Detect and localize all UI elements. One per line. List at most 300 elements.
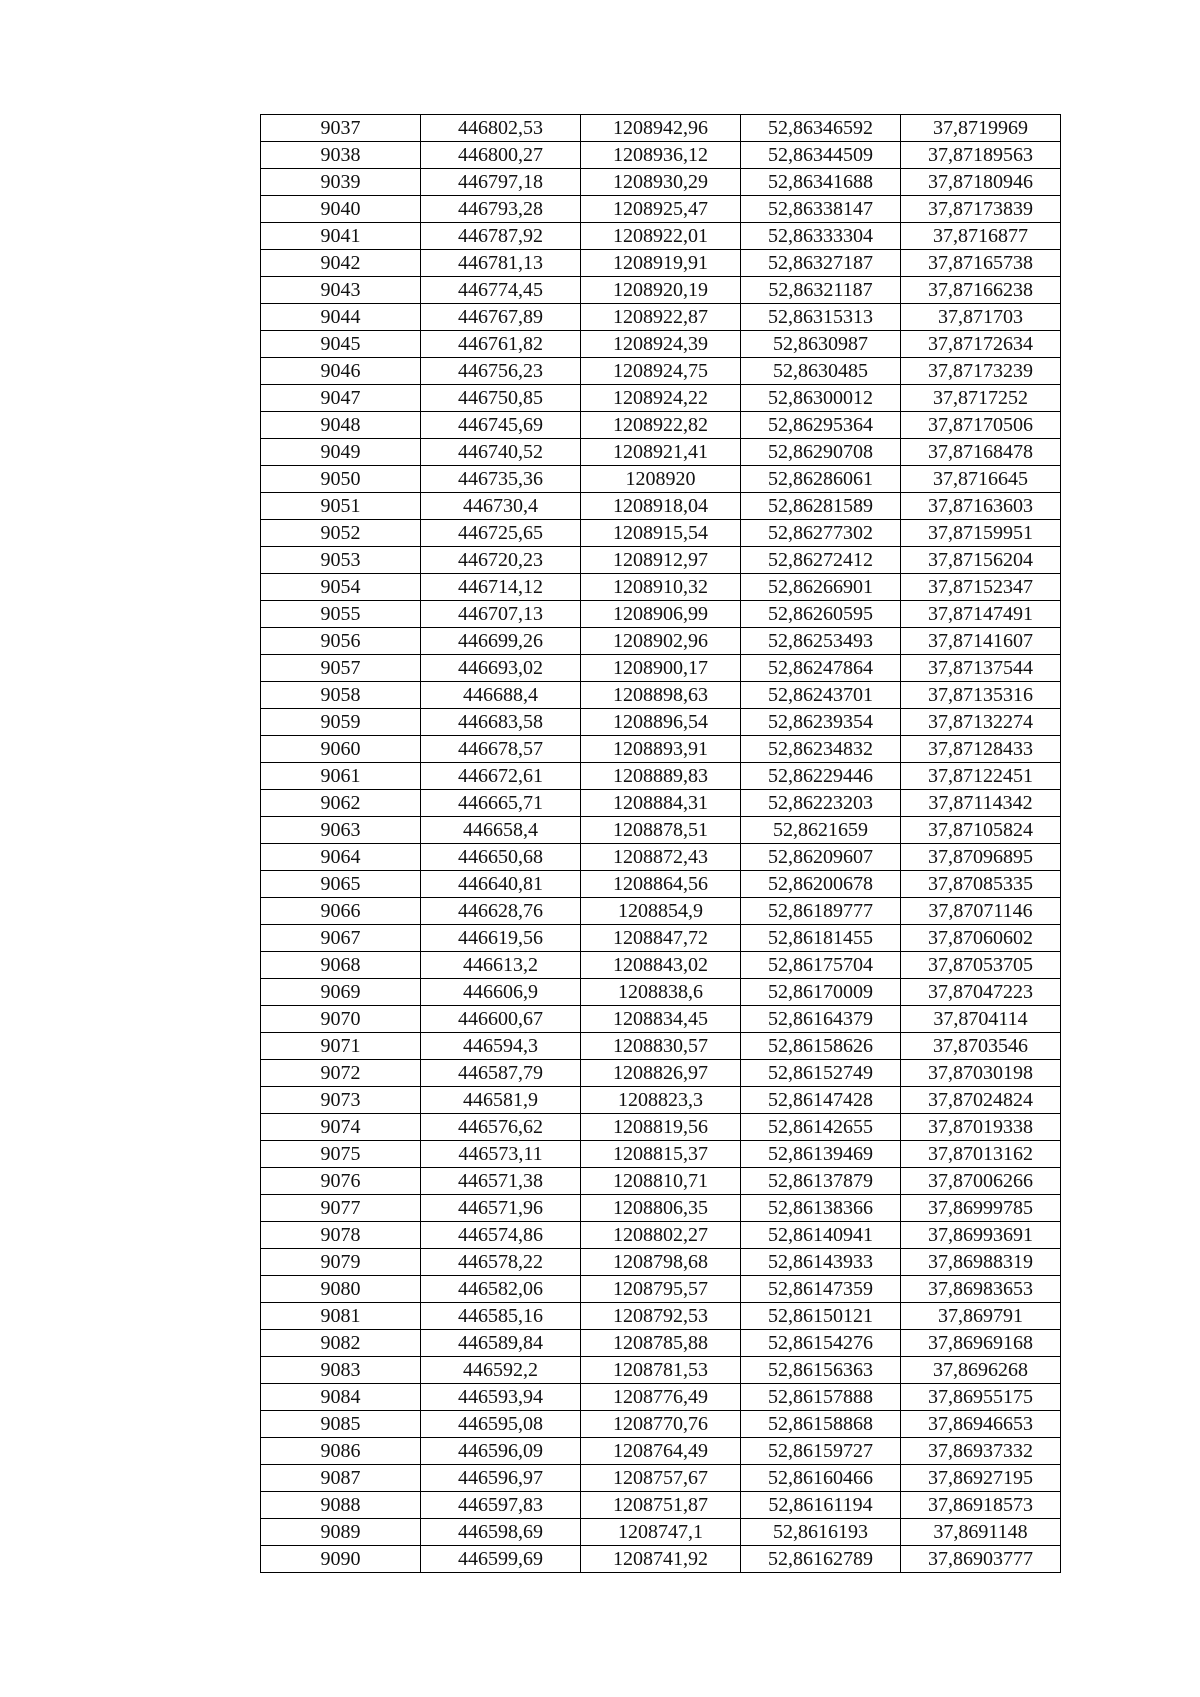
longitude-cell: 37,86988319 xyxy=(901,1249,1061,1276)
latitude-cell: 52,86152749 xyxy=(741,1060,901,1087)
point-number-cell: 9054 xyxy=(261,574,421,601)
longitude-cell: 37,86903777 xyxy=(901,1546,1061,1573)
table-row xyxy=(261,1303,1061,1330)
point-number-cell: 9065 xyxy=(261,871,421,898)
y-coordinate-cell: 1208900,17 xyxy=(581,655,741,682)
latitude-cell: 52,86139469 xyxy=(741,1141,901,1168)
point-number-cell: 9087 xyxy=(261,1465,421,1492)
latitude-cell: 52,86158626 xyxy=(741,1033,901,1060)
y-coordinate-cell: 1208936,12 xyxy=(581,142,741,169)
longitude-cell: 37,8703546 xyxy=(901,1033,1061,1060)
latitude-cell: 52,86260595 xyxy=(741,601,901,628)
table-row xyxy=(261,1492,1061,1519)
point-number-cell: 9051 xyxy=(261,493,421,520)
point-number-cell: 9060 xyxy=(261,736,421,763)
point-number-cell: 9081 xyxy=(261,1303,421,1330)
table-row xyxy=(261,682,1061,709)
longitude-cell: 37,87163603 xyxy=(901,493,1061,520)
longitude-cell: 37,87085335 xyxy=(901,871,1061,898)
x-coordinate-cell: 446600,67 xyxy=(421,1006,581,1033)
table-row xyxy=(261,1411,1061,1438)
latitude-cell: 52,86170009 xyxy=(741,979,901,1006)
table-row xyxy=(261,250,1061,277)
table-row xyxy=(261,1222,1061,1249)
coordinates-table xyxy=(260,114,1061,1573)
latitude-cell: 52,86327187 xyxy=(741,250,901,277)
y-coordinate-cell: 1208930,29 xyxy=(581,169,741,196)
table-row xyxy=(261,1006,1061,1033)
latitude-cell: 52,86157888 xyxy=(741,1384,901,1411)
table-row xyxy=(261,304,1061,331)
longitude-cell: 37,871703 xyxy=(901,304,1061,331)
point-number-cell: 9076 xyxy=(261,1168,421,1195)
table-row xyxy=(261,925,1061,952)
x-coordinate-cell: 446589,84 xyxy=(421,1330,581,1357)
table-row xyxy=(261,817,1061,844)
table-row xyxy=(261,1465,1061,1492)
x-coordinate-cell: 446585,16 xyxy=(421,1303,581,1330)
table-row xyxy=(261,952,1061,979)
x-coordinate-cell: 446699,26 xyxy=(421,628,581,655)
x-coordinate-cell: 446688,4 xyxy=(421,682,581,709)
point-number-cell: 9056 xyxy=(261,628,421,655)
point-number-cell: 9074 xyxy=(261,1114,421,1141)
point-number-cell: 9058 xyxy=(261,682,421,709)
x-coordinate-cell: 446582,06 xyxy=(421,1276,581,1303)
latitude-cell: 52,8630485 xyxy=(741,358,901,385)
y-coordinate-cell: 1208920 xyxy=(581,466,741,493)
point-number-cell: 9044 xyxy=(261,304,421,331)
table-row xyxy=(261,493,1061,520)
latitude-cell: 52,86147428 xyxy=(741,1087,901,1114)
x-coordinate-cell: 446606,9 xyxy=(421,979,581,1006)
latitude-cell: 52,86229446 xyxy=(741,763,901,790)
point-number-cell: 9040 xyxy=(261,196,421,223)
x-coordinate-cell: 446756,23 xyxy=(421,358,581,385)
latitude-cell: 52,86161194 xyxy=(741,1492,901,1519)
latitude-cell: 52,86286061 xyxy=(741,466,901,493)
x-coordinate-cell: 446587,79 xyxy=(421,1060,581,1087)
longitude-cell: 37,87013162 xyxy=(901,1141,1061,1168)
point-number-cell: 9070 xyxy=(261,1006,421,1033)
longitude-cell: 37,869791 xyxy=(901,1303,1061,1330)
y-coordinate-cell: 1208751,87 xyxy=(581,1492,741,1519)
x-coordinate-cell: 446797,18 xyxy=(421,169,581,196)
x-coordinate-cell: 446774,45 xyxy=(421,277,581,304)
y-coordinate-cell: 1208942,96 xyxy=(581,115,741,142)
latitude-cell: 52,86277302 xyxy=(741,520,901,547)
table-row xyxy=(261,1276,1061,1303)
y-coordinate-cell: 1208806,35 xyxy=(581,1195,741,1222)
x-coordinate-cell: 446596,09 xyxy=(421,1438,581,1465)
table-row xyxy=(261,655,1061,682)
table-row xyxy=(261,223,1061,250)
latitude-cell: 52,86137879 xyxy=(741,1168,901,1195)
point-number-cell: 9043 xyxy=(261,277,421,304)
table-row xyxy=(261,763,1061,790)
x-coordinate-cell: 446750,85 xyxy=(421,385,581,412)
x-coordinate-cell: 446573,11 xyxy=(421,1141,581,1168)
point-number-cell: 9068 xyxy=(261,952,421,979)
y-coordinate-cell: 1208878,51 xyxy=(581,817,741,844)
x-coordinate-cell: 446735,36 xyxy=(421,466,581,493)
x-coordinate-cell: 446745,69 xyxy=(421,412,581,439)
x-coordinate-cell: 446574,86 xyxy=(421,1222,581,1249)
x-coordinate-cell: 446594,3 xyxy=(421,1033,581,1060)
y-coordinate-cell: 1208889,83 xyxy=(581,763,741,790)
longitude-cell: 37,87166238 xyxy=(901,277,1061,304)
longitude-cell: 37,87105824 xyxy=(901,817,1061,844)
latitude-cell: 52,86181455 xyxy=(741,925,901,952)
table-row xyxy=(261,358,1061,385)
longitude-cell: 37,87024824 xyxy=(901,1087,1061,1114)
y-coordinate-cell: 1208834,45 xyxy=(581,1006,741,1033)
y-coordinate-cell: 1208902,96 xyxy=(581,628,741,655)
y-coordinate-cell: 1208906,99 xyxy=(581,601,741,628)
table-row xyxy=(261,1168,1061,1195)
coordinates-table-body xyxy=(261,115,1061,1573)
longitude-cell: 37,86918573 xyxy=(901,1492,1061,1519)
x-coordinate-cell: 446628,76 xyxy=(421,898,581,925)
point-number-cell: 9057 xyxy=(261,655,421,682)
y-coordinate-cell: 1208815,37 xyxy=(581,1141,741,1168)
longitude-cell: 37,87147491 xyxy=(901,601,1061,628)
latitude-cell: 52,86333304 xyxy=(741,223,901,250)
y-coordinate-cell: 1208776,49 xyxy=(581,1384,741,1411)
longitude-cell: 37,8696268 xyxy=(901,1357,1061,1384)
x-coordinate-cell: 446793,28 xyxy=(421,196,581,223)
longitude-cell: 37,86927195 xyxy=(901,1465,1061,1492)
table-row xyxy=(261,790,1061,817)
point-number-cell: 9078 xyxy=(261,1222,421,1249)
y-coordinate-cell: 1208798,68 xyxy=(581,1249,741,1276)
latitude-cell: 52,86234832 xyxy=(741,736,901,763)
y-coordinate-cell: 1208830,57 xyxy=(581,1033,741,1060)
table-row xyxy=(261,331,1061,358)
latitude-cell: 52,86346592 xyxy=(741,115,901,142)
y-coordinate-cell: 1208919,91 xyxy=(581,250,741,277)
longitude-cell: 37,87122451 xyxy=(901,763,1061,790)
latitude-cell: 52,86341688 xyxy=(741,169,901,196)
table-row xyxy=(261,736,1061,763)
longitude-cell: 37,87019338 xyxy=(901,1114,1061,1141)
y-coordinate-cell: 1208810,71 xyxy=(581,1168,741,1195)
point-number-cell: 9047 xyxy=(261,385,421,412)
longitude-cell: 37,87006266 xyxy=(901,1168,1061,1195)
table-row xyxy=(261,1438,1061,1465)
y-coordinate-cell: 1208896,54 xyxy=(581,709,741,736)
point-number-cell: 9052 xyxy=(261,520,421,547)
longitude-cell: 37,87189563 xyxy=(901,142,1061,169)
point-number-cell: 9072 xyxy=(261,1060,421,1087)
longitude-cell: 37,87159951 xyxy=(901,520,1061,547)
latitude-cell: 52,86175704 xyxy=(741,952,901,979)
point-number-cell: 9045 xyxy=(261,331,421,358)
longitude-cell: 37,86983653 xyxy=(901,1276,1061,1303)
longitude-cell: 37,87137544 xyxy=(901,655,1061,682)
longitude-cell: 37,87170506 xyxy=(901,412,1061,439)
x-coordinate-cell: 446595,08 xyxy=(421,1411,581,1438)
y-coordinate-cell: 1208757,67 xyxy=(581,1465,741,1492)
table-row xyxy=(261,1060,1061,1087)
latitude-cell: 52,86266901 xyxy=(741,574,901,601)
x-coordinate-cell: 446571,38 xyxy=(421,1168,581,1195)
point-number-cell: 9082 xyxy=(261,1330,421,1357)
y-coordinate-cell: 1208924,39 xyxy=(581,331,741,358)
table-row xyxy=(261,547,1061,574)
x-coordinate-cell: 446693,02 xyxy=(421,655,581,682)
longitude-cell: 37,87172634 xyxy=(901,331,1061,358)
table-row xyxy=(261,466,1061,493)
table-row xyxy=(261,601,1061,628)
latitude-cell: 52,86138366 xyxy=(741,1195,901,1222)
latitude-cell: 52,86158868 xyxy=(741,1411,901,1438)
y-coordinate-cell: 1208854,9 xyxy=(581,898,741,925)
table-row xyxy=(261,574,1061,601)
point-number-cell: 9037 xyxy=(261,115,421,142)
point-number-cell: 9061 xyxy=(261,763,421,790)
point-number-cell: 9077 xyxy=(261,1195,421,1222)
x-coordinate-cell: 446800,27 xyxy=(421,142,581,169)
point-number-cell: 9059 xyxy=(261,709,421,736)
y-coordinate-cell: 1208884,31 xyxy=(581,790,741,817)
longitude-cell: 37,8704114 xyxy=(901,1006,1061,1033)
table-row xyxy=(261,1546,1061,1573)
table-row xyxy=(261,520,1061,547)
x-coordinate-cell: 446767,89 xyxy=(421,304,581,331)
x-coordinate-cell: 446596,97 xyxy=(421,1465,581,1492)
longitude-cell: 37,87156204 xyxy=(901,547,1061,574)
latitude-cell: 52,86338147 xyxy=(741,196,901,223)
latitude-cell: 52,8621659 xyxy=(741,817,901,844)
latitude-cell: 52,8630987 xyxy=(741,331,901,358)
point-number-cell: 9069 xyxy=(261,979,421,1006)
longitude-cell: 37,87141607 xyxy=(901,628,1061,655)
table-row xyxy=(261,169,1061,196)
point-number-cell: 9062 xyxy=(261,790,421,817)
y-coordinate-cell: 1208924,22 xyxy=(581,385,741,412)
longitude-cell: 37,87168478 xyxy=(901,439,1061,466)
latitude-cell: 52,86160466 xyxy=(741,1465,901,1492)
longitude-cell: 37,86937332 xyxy=(901,1438,1061,1465)
x-coordinate-cell: 446672,61 xyxy=(421,763,581,790)
x-coordinate-cell: 446781,13 xyxy=(421,250,581,277)
latitude-cell: 52,86321187 xyxy=(741,277,901,304)
point-number-cell: 9064 xyxy=(261,844,421,871)
latitude-cell: 52,86243701 xyxy=(741,682,901,709)
point-number-cell: 9084 xyxy=(261,1384,421,1411)
latitude-cell: 52,86143933 xyxy=(741,1249,901,1276)
latitude-cell: 52,86253493 xyxy=(741,628,901,655)
latitude-cell: 52,86281589 xyxy=(741,493,901,520)
table-row xyxy=(261,844,1061,871)
table-row xyxy=(261,898,1061,925)
longitude-cell: 37,8719969 xyxy=(901,115,1061,142)
y-coordinate-cell: 1208898,63 xyxy=(581,682,741,709)
point-number-cell: 9063 xyxy=(261,817,421,844)
y-coordinate-cell: 1208819,56 xyxy=(581,1114,741,1141)
y-coordinate-cell: 1208912,97 xyxy=(581,547,741,574)
longitude-cell: 37,86993691 xyxy=(901,1222,1061,1249)
latitude-cell: 52,86147359 xyxy=(741,1276,901,1303)
longitude-cell: 37,87128433 xyxy=(901,736,1061,763)
point-number-cell: 9075 xyxy=(261,1141,421,1168)
y-coordinate-cell: 1208910,32 xyxy=(581,574,741,601)
y-coordinate-cell: 1208764,49 xyxy=(581,1438,741,1465)
latitude-cell: 52,86272412 xyxy=(741,547,901,574)
point-number-cell: 9048 xyxy=(261,412,421,439)
y-coordinate-cell: 1208792,53 xyxy=(581,1303,741,1330)
y-coordinate-cell: 1208922,87 xyxy=(581,304,741,331)
longitude-cell: 37,87047223 xyxy=(901,979,1061,1006)
point-number-cell: 9090 xyxy=(261,1546,421,1573)
latitude-cell: 52,86344509 xyxy=(741,142,901,169)
table-row xyxy=(261,871,1061,898)
table-row xyxy=(261,277,1061,304)
longitude-cell: 37,87053705 xyxy=(901,952,1061,979)
x-coordinate-cell: 446599,69 xyxy=(421,1546,581,1573)
point-number-cell: 9046 xyxy=(261,358,421,385)
point-number-cell: 9050 xyxy=(261,466,421,493)
table-row xyxy=(261,709,1061,736)
x-coordinate-cell: 446714,12 xyxy=(421,574,581,601)
x-coordinate-cell: 446581,9 xyxy=(421,1087,581,1114)
longitude-cell: 37,87173239 xyxy=(901,358,1061,385)
y-coordinate-cell: 1208920,19 xyxy=(581,277,741,304)
longitude-cell: 37,8691148 xyxy=(901,1519,1061,1546)
longitude-cell: 37,86955175 xyxy=(901,1384,1061,1411)
longitude-cell: 37,87114342 xyxy=(901,790,1061,817)
latitude-cell: 52,86239354 xyxy=(741,709,901,736)
point-number-cell: 9038 xyxy=(261,142,421,169)
point-number-cell: 9083 xyxy=(261,1357,421,1384)
latitude-cell: 52,86189777 xyxy=(741,898,901,925)
x-coordinate-cell: 446597,83 xyxy=(421,1492,581,1519)
longitude-cell: 37,87135316 xyxy=(901,682,1061,709)
latitude-cell: 52,86223203 xyxy=(741,790,901,817)
point-number-cell: 9088 xyxy=(261,1492,421,1519)
x-coordinate-cell: 446725,65 xyxy=(421,520,581,547)
table-row xyxy=(261,1357,1061,1384)
point-number-cell: 9089 xyxy=(261,1519,421,1546)
longitude-cell: 37,87132274 xyxy=(901,709,1061,736)
x-coordinate-cell: 446619,56 xyxy=(421,925,581,952)
x-coordinate-cell: 446571,96 xyxy=(421,1195,581,1222)
point-number-cell: 9055 xyxy=(261,601,421,628)
y-coordinate-cell: 1208785,88 xyxy=(581,1330,741,1357)
table-row xyxy=(261,1033,1061,1060)
table-row xyxy=(261,385,1061,412)
table-row xyxy=(261,196,1061,223)
x-coordinate-cell: 446802,53 xyxy=(421,115,581,142)
x-coordinate-cell: 446576,62 xyxy=(421,1114,581,1141)
latitude-cell: 52,86200678 xyxy=(741,871,901,898)
longitude-cell: 37,87060602 xyxy=(901,925,1061,952)
longitude-cell: 37,87165738 xyxy=(901,250,1061,277)
longitude-cell: 37,86999785 xyxy=(901,1195,1061,1222)
table-row xyxy=(261,628,1061,655)
y-coordinate-cell: 1208795,57 xyxy=(581,1276,741,1303)
latitude-cell: 52,8616193 xyxy=(741,1519,901,1546)
point-number-cell: 9042 xyxy=(261,250,421,277)
latitude-cell: 52,86142655 xyxy=(741,1114,901,1141)
y-coordinate-cell: 1208893,91 xyxy=(581,736,741,763)
table-row xyxy=(261,1249,1061,1276)
y-coordinate-cell: 1208802,27 xyxy=(581,1222,741,1249)
x-coordinate-cell: 446787,92 xyxy=(421,223,581,250)
longitude-cell: 37,8716877 xyxy=(901,223,1061,250)
y-coordinate-cell: 1208922,01 xyxy=(581,223,741,250)
latitude-cell: 52,86150121 xyxy=(741,1303,901,1330)
longitude-cell: 37,8716645 xyxy=(901,466,1061,493)
point-number-cell: 9079 xyxy=(261,1249,421,1276)
longitude-cell: 37,87152347 xyxy=(901,574,1061,601)
table-row xyxy=(261,1384,1061,1411)
latitude-cell: 52,86162789 xyxy=(741,1546,901,1573)
x-coordinate-cell: 446761,82 xyxy=(421,331,581,358)
y-coordinate-cell: 1208921,41 xyxy=(581,439,741,466)
x-coordinate-cell: 446592,2 xyxy=(421,1357,581,1384)
latitude-cell: 52,86154276 xyxy=(741,1330,901,1357)
y-coordinate-cell: 1208847,72 xyxy=(581,925,741,952)
point-number-cell: 9086 xyxy=(261,1438,421,1465)
x-coordinate-cell: 446640,81 xyxy=(421,871,581,898)
latitude-cell: 52,86209607 xyxy=(741,844,901,871)
y-coordinate-cell: 1208770,76 xyxy=(581,1411,741,1438)
table-row xyxy=(261,1519,1061,1546)
x-coordinate-cell: 446707,13 xyxy=(421,601,581,628)
latitude-cell: 52,86300012 xyxy=(741,385,901,412)
y-coordinate-cell: 1208918,04 xyxy=(581,493,741,520)
table-row xyxy=(261,115,1061,142)
longitude-cell: 37,87096895 xyxy=(901,844,1061,871)
point-number-cell: 9053 xyxy=(261,547,421,574)
table-row xyxy=(261,142,1061,169)
y-coordinate-cell: 1208843,02 xyxy=(581,952,741,979)
y-coordinate-cell: 1208872,43 xyxy=(581,844,741,871)
x-coordinate-cell: 446613,2 xyxy=(421,952,581,979)
x-coordinate-cell: 446658,4 xyxy=(421,817,581,844)
y-coordinate-cell: 1208915,54 xyxy=(581,520,741,547)
longitude-cell: 37,8717252 xyxy=(901,385,1061,412)
latitude-cell: 52,86159727 xyxy=(741,1438,901,1465)
x-coordinate-cell: 446650,68 xyxy=(421,844,581,871)
table-row xyxy=(261,1141,1061,1168)
latitude-cell: 52,86164379 xyxy=(741,1006,901,1033)
table-row xyxy=(261,412,1061,439)
table-row xyxy=(261,1195,1061,1222)
x-coordinate-cell: 446593,94 xyxy=(421,1384,581,1411)
y-coordinate-cell: 1208922,82 xyxy=(581,412,741,439)
point-number-cell: 9085 xyxy=(261,1411,421,1438)
point-number-cell: 9041 xyxy=(261,223,421,250)
x-coordinate-cell: 446665,71 xyxy=(421,790,581,817)
y-coordinate-cell: 1208823,3 xyxy=(581,1087,741,1114)
longitude-cell: 37,86969168 xyxy=(901,1330,1061,1357)
table-row xyxy=(261,1114,1061,1141)
point-number-cell: 9066 xyxy=(261,898,421,925)
latitude-cell: 52,86315313 xyxy=(741,304,901,331)
point-number-cell: 9080 xyxy=(261,1276,421,1303)
point-number-cell: 9067 xyxy=(261,925,421,952)
x-coordinate-cell: 446598,69 xyxy=(421,1519,581,1546)
y-coordinate-cell: 1208925,47 xyxy=(581,196,741,223)
table-row xyxy=(261,979,1061,1006)
x-coordinate-cell: 446720,23 xyxy=(421,547,581,574)
point-number-cell: 9073 xyxy=(261,1087,421,1114)
latitude-cell: 52,86140941 xyxy=(741,1222,901,1249)
longitude-cell: 37,87173839 xyxy=(901,196,1061,223)
